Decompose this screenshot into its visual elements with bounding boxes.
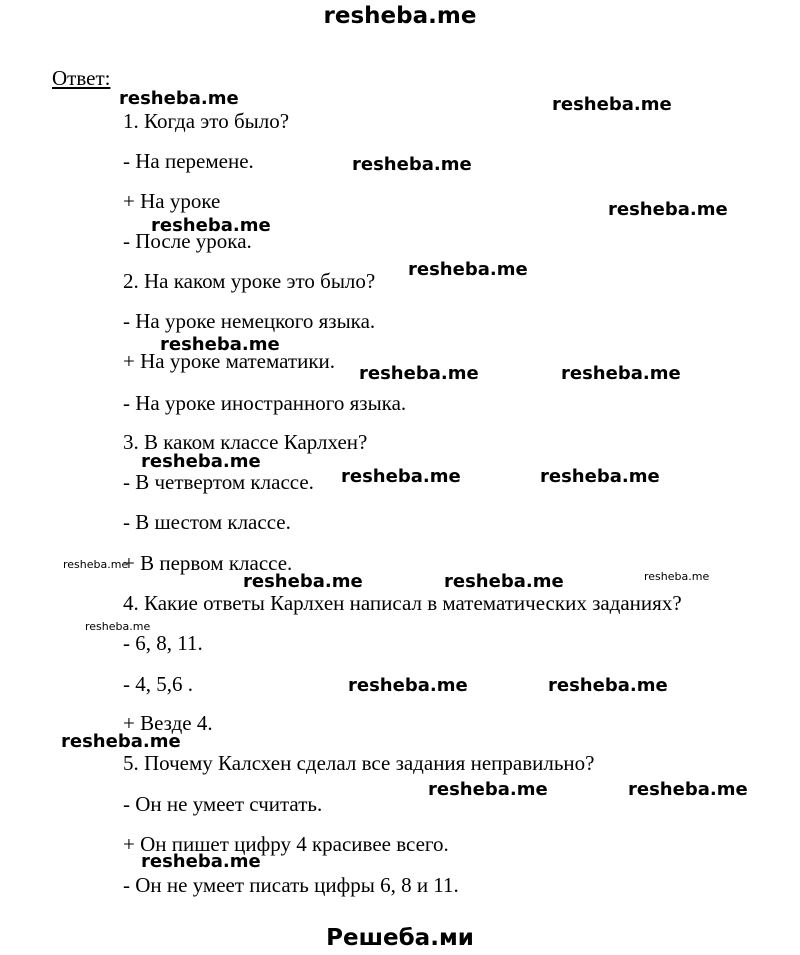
watermark: resheba.me (61, 731, 181, 752)
watermark-small: resheba.me (63, 558, 129, 571)
watermark: resheba.me (151, 215, 271, 236)
answer-option-correct: + Везде 4. (123, 711, 213, 735)
answer-option: - В шестом классе. (123, 510, 291, 534)
answer-label: Ответ: (52, 66, 111, 90)
question-1: 1. Когда это было? (123, 109, 290, 133)
answer-option: - Он не умеет считать. (123, 792, 323, 816)
watermark: resheba.me (548, 675, 668, 696)
watermark: resheba.me (141, 451, 261, 472)
watermark: resheba.me (628, 779, 748, 800)
answer-option: - Он не умеет писать цифры 6, 8 и 11. (123, 873, 459, 897)
question-3: 3. В каком классе Карлхен? (123, 430, 368, 454)
answer-option: - На уроке немецкого языка. (123, 309, 376, 333)
watermark-small: resheba.me (85, 620, 151, 633)
watermark: resheba.me (561, 363, 681, 384)
answer-option-correct: + Он пишет цифру 4 красивее всего. (123, 832, 449, 856)
answer-option-correct: + На уроке математики. (123, 349, 336, 373)
watermark: resheba.me (341, 466, 461, 487)
question-2: 2. На каком уроке это было? (123, 269, 376, 293)
watermark: resheba.me (608, 199, 728, 220)
watermark: resheba.me (428, 779, 548, 800)
watermark: resheba.me (243, 571, 363, 592)
watermark: resheba.me (359, 363, 479, 384)
watermark: resheba.me (119, 88, 239, 109)
answer-option: - На перемене. (123, 149, 254, 173)
site-footer: Решеба.ми (326, 925, 474, 951)
answer-option: - 6, 8, 11. (123, 631, 203, 655)
watermark: resheba.me (352, 154, 472, 175)
watermark: resheba.me (540, 466, 660, 487)
watermark: resheba.me (160, 334, 280, 355)
answer-option-correct: + В первом классе. (123, 551, 293, 575)
watermark: resheba.me (348, 675, 468, 696)
answer-option: - 4, 5,6 . (123, 672, 193, 696)
site-header: resheba.me (323, 3, 477, 29)
question-4: 4. Какие ответы Карлхен написал в математических заданиях? (123, 591, 682, 615)
watermark: resheba.me (408, 259, 528, 280)
question-5: 5. Почему Калсхен сделал все задания неправильно? (123, 751, 595, 775)
watermark: resheba.me (444, 571, 564, 592)
answer-option: - После урока. (123, 229, 252, 253)
answer-option: - На уроке иностранного языка. (123, 391, 407, 415)
watermark-small: resheba.me (644, 570, 710, 583)
watermark: resheba.me (552, 94, 672, 115)
answer-option-correct: + На уроке (123, 189, 221, 213)
answer-option: - В четвертом классе. (123, 470, 314, 494)
watermark: resheba.me (141, 851, 261, 872)
